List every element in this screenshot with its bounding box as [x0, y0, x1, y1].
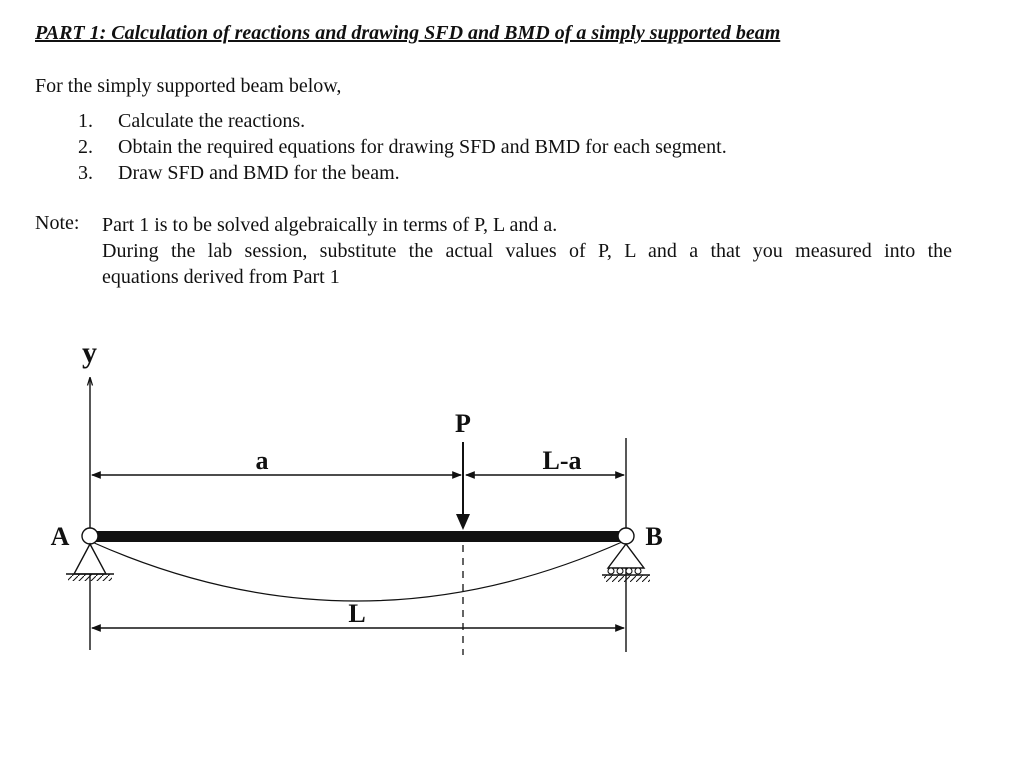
dim-l-minus-a-label: L-a — [542, 446, 582, 475]
beam — [92, 531, 622, 542]
support-b-label: B — [645, 522, 663, 551]
support-a-label: A — [50, 522, 70, 551]
dimension-a — [92, 446, 461, 475]
dim-l-label: L — [348, 599, 366, 628]
note-label: Note: — [35, 212, 80, 234]
note-line: equations derived from Part 1 — [102, 266, 340, 288]
list-item: 2. Obtain the required equations for drawing SFD and BMD for each segment. — [78, 136, 727, 158]
load-label: P — [455, 409, 471, 438]
note-line: Part 1 is to be solved algebraically in terms of P, L and a. — [102, 214, 558, 236]
list-item: 1. Calculate the reactions. — [78, 110, 306, 132]
dimension-l-minus-a — [466, 446, 624, 475]
deflected-shape — [92, 542, 622, 601]
y-axis-label: y — [82, 336, 97, 369]
dim-a-label: a — [255, 446, 269, 475]
intro-text: For the simply supported beam below, — [35, 75, 342, 97]
note-line: During the lab session, substitute the actual values of P, L and a that you measured into the — [102, 240, 952, 262]
dimension-l — [92, 599, 624, 628]
list-item: 3. Draw SFD and BMD for the beam. — [78, 162, 400, 184]
support-a-pin — [51, 522, 114, 581]
y-axis — [82, 336, 97, 650]
page-title: PART 1: Calculation of reactions and drawing SFD and BMD of a simply supported beam — [35, 22, 781, 44]
